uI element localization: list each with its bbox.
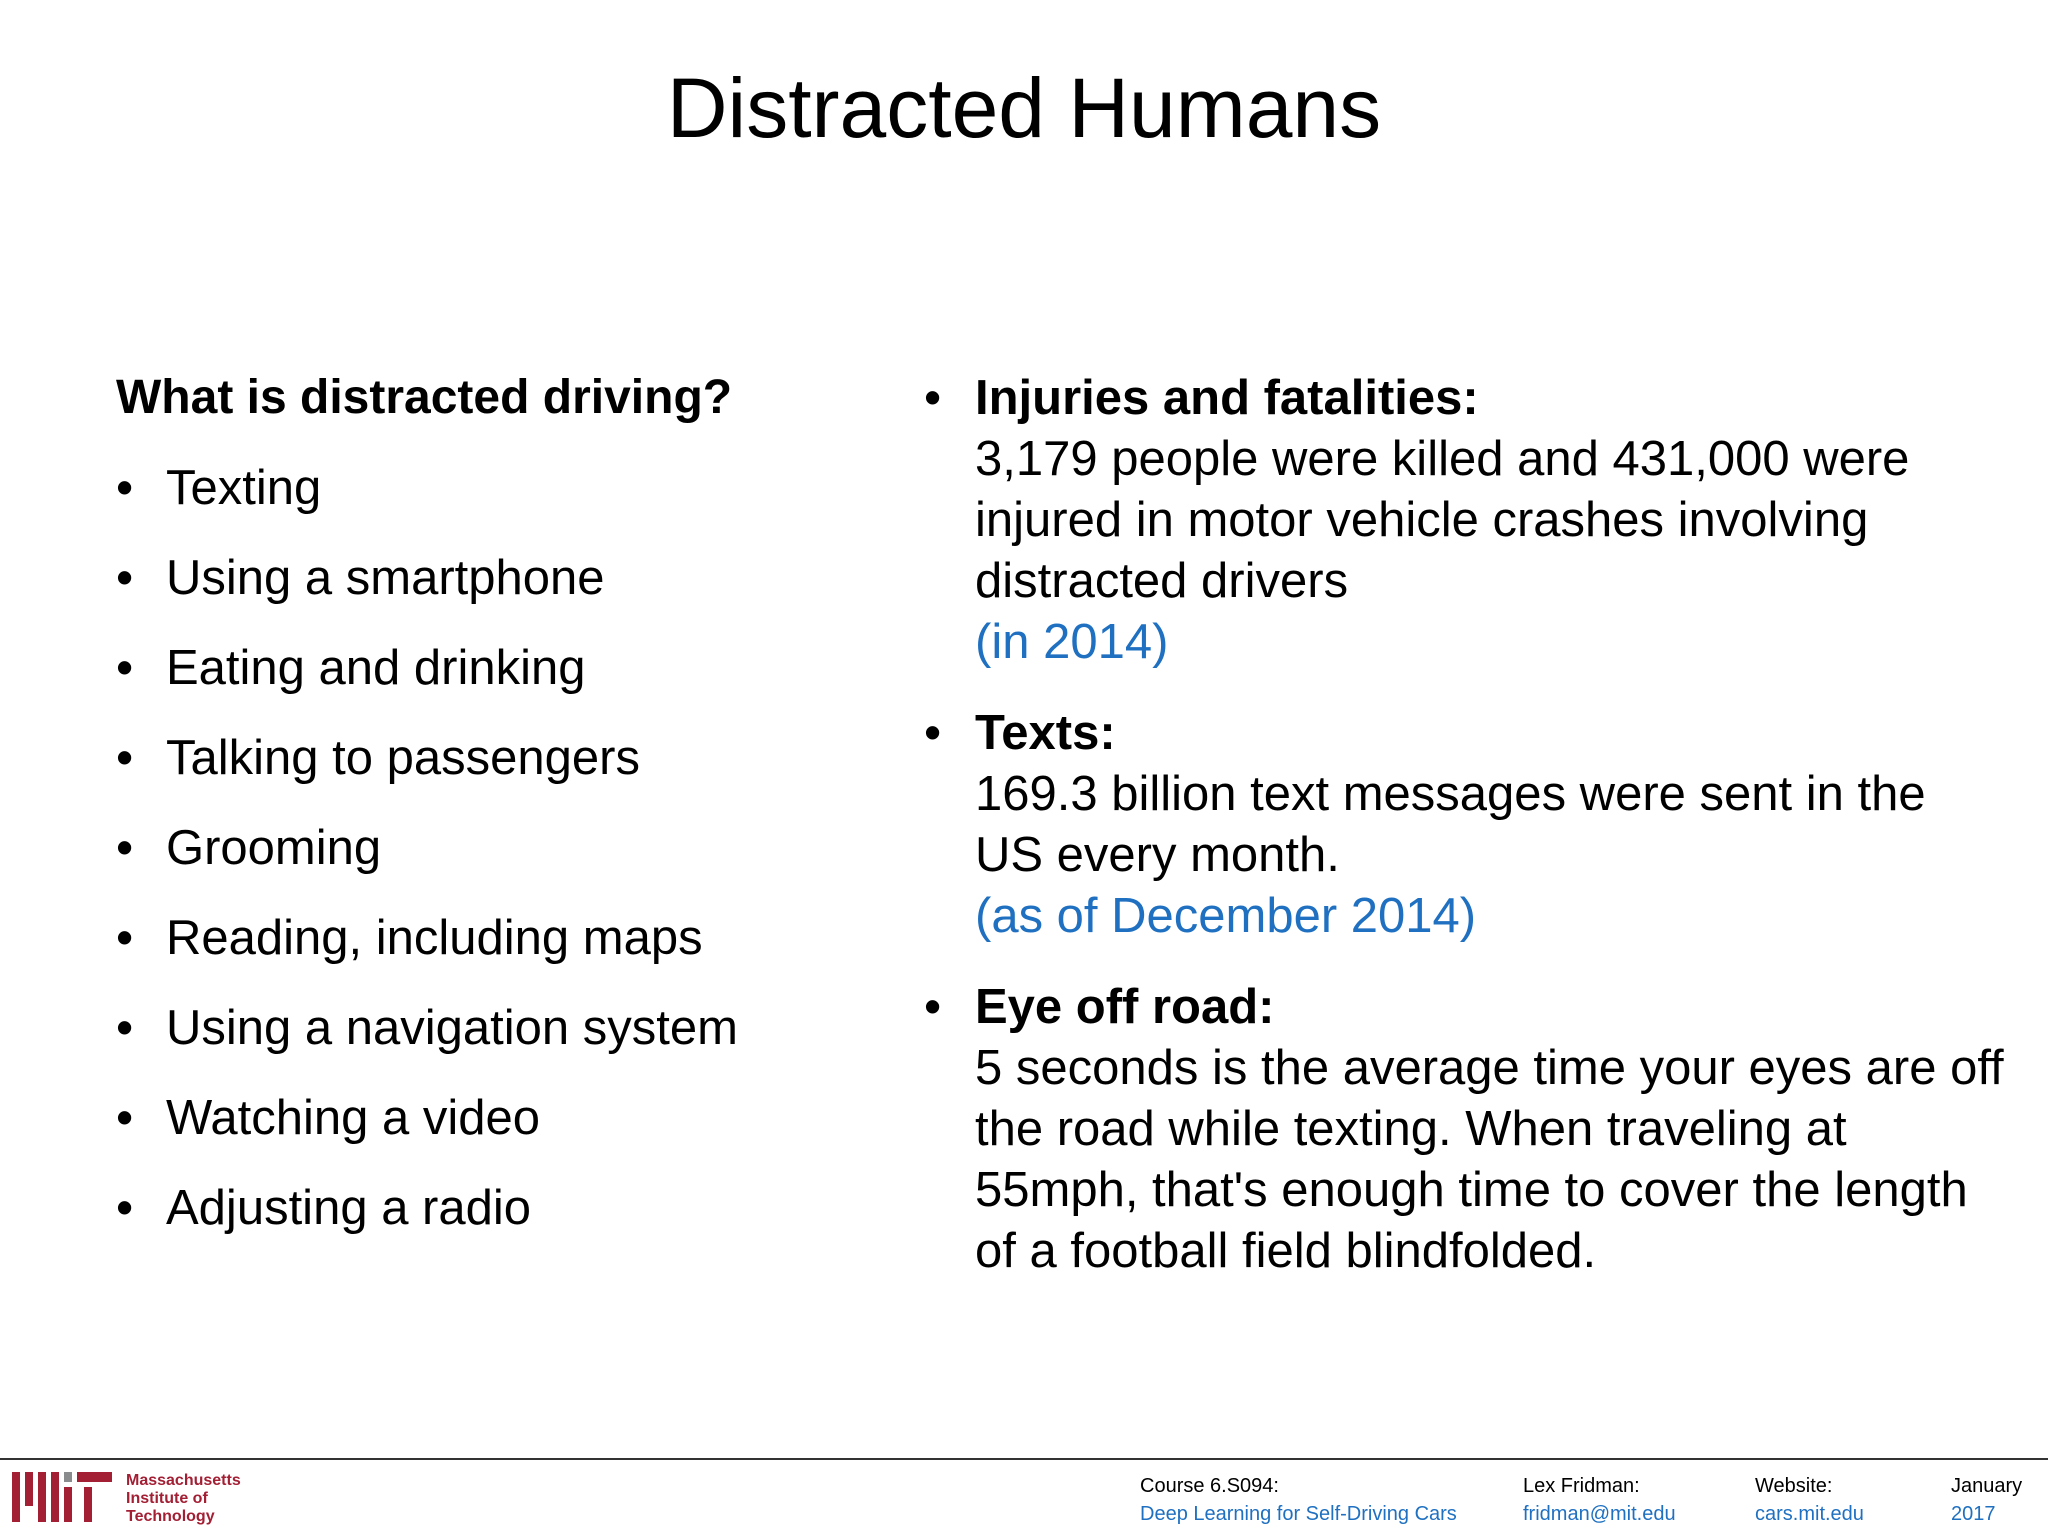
list-item-text: Talking to passengers [166,731,640,785]
list-item-text: Grooming [166,821,382,875]
stat-body: 3,179 people were killed and 431,000 were injured in motor vehicle crashes involving distracted drivers [975,432,1910,608]
list-item [116,1178,876,1238]
list-item-text: Using a smartphone [166,551,605,605]
mit-wordmark-line: Institute of [126,1490,208,1507]
stat-eye-off-road [924,977,2004,1282]
footer-course-label: Course 6.S094: [1140,1475,1279,1497]
bullet-icon: • [116,1091,134,1145]
statistics-column [924,368,2004,1312]
mit-wordmark-line: Technology [126,1508,215,1525]
list-item-text: Eating and drinking [166,641,586,695]
bullet-icon: • [116,461,134,515]
mit-logo-icon [12,1472,112,1522]
footer-course [1140,1472,1457,1528]
bullet-icon: • [116,911,134,965]
list-item-text: Using a navigation system [166,1001,738,1055]
slide-title: Distracted Humans [666,61,1382,155]
list-item [116,1088,876,1148]
stat-body: 5 seconds is the average time your eyes are off the road while texting. When traveling at 55mph, that's enough time to cover the length of a football field blindfolded. [975,1041,2004,1278]
list-item [116,818,876,878]
footer-date [1951,1472,2022,1528]
stat-injuries [924,368,2004,673]
distracted-driving-heading: What is distracted driving? [116,371,733,424]
list-item-text: Adjusting a radio [166,1181,532,1235]
mit-wordmark [126,1472,241,1526]
bullet-icon: • [924,706,942,760]
list-item-text: Watching a video [166,1091,541,1145]
bullet-icon: • [116,551,134,605]
bullet-icon: • [924,980,942,1034]
list-item [116,908,876,968]
list-item [116,458,876,518]
bullet-icon: • [924,371,942,425]
list-item [116,728,876,788]
distracted-driving-list [116,458,876,1238]
footer-website-link[interactable]: cars.mit.edu [1755,1503,1864,1525]
stat-texts [924,703,2004,947]
bullet-icon: • [116,1181,134,1235]
stat-body: 169.3 billion text messages were sent in the US every month. [975,767,1926,882]
stat-title: Injuries and fatalities: [975,371,1479,425]
list-item [116,548,876,608]
footer-date-year: 2017 [1951,1503,1996,1525]
list-item-text: Texting [166,461,322,515]
stat-source: (as of December 2014) [975,889,1477,943]
bullet-icon: • [116,731,134,785]
footer-author-email[interactable]: fridman@mit.edu [1523,1503,1676,1525]
footer-course-name: Deep Learning for Self-Driving Cars [1140,1503,1457,1525]
list-item [116,638,876,698]
list-item-text: Reading, including maps [166,911,703,965]
footer-author-label: Lex Fridman: [1523,1475,1640,1497]
stat-title: Eye off road: [975,980,1275,1034]
distracted-driving-column [116,368,876,1268]
stat-source: (in 2014) [975,615,1169,669]
mit-wordmark-line: Massachusetts [126,1472,241,1489]
list-item [116,998,876,1058]
footer-website [1755,1472,1864,1528]
bullet-icon: • [116,821,134,875]
bullet-icon: • [116,641,134,695]
footer-divider [0,1458,2048,1460]
bullet-icon: • [116,1001,134,1055]
footer-website-label: Website: [1755,1475,1833,1497]
footer-date-month: January [1951,1475,2023,1497]
stat-title: Texts: [975,706,1116,760]
footer-author [1523,1472,1676,1528]
